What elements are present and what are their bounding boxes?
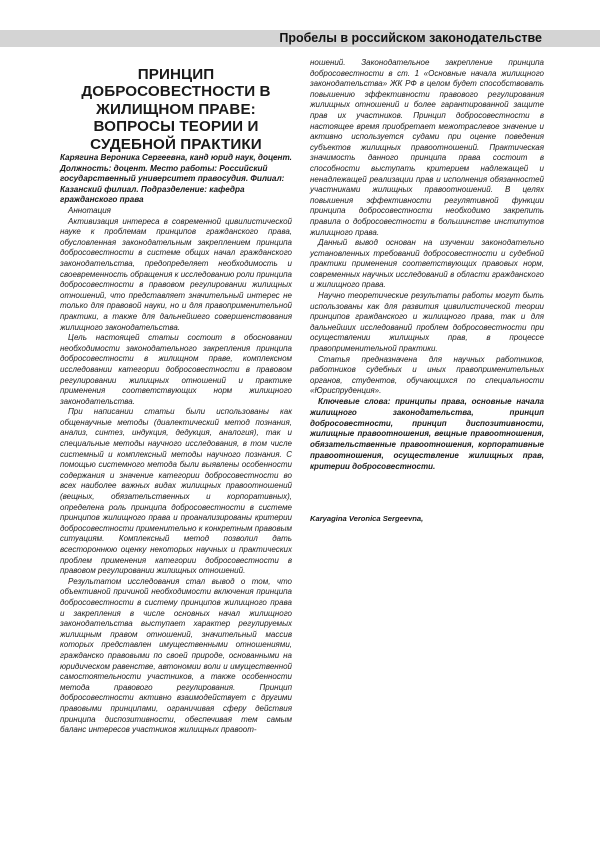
- right-column-body: [310, 58, 544, 473]
- paragraph: Статья предназначена для научных работников, работников судебных и иных правоприменительных органов, студентов, обучающихся по специальности «Юриспруденция».: [310, 354, 544, 396]
- paragraph: Данный вывод основан на изучении законодательно установленных требований добросовестности и судебной практики применения соответствующих правовых норм, современных научных исследований в области гражданского и жилищного права.: [310, 238, 544, 290]
- keywords: Ключевые слова: принципы права, основные начала жилищного законодательства, принцип добросовестности, принцип диспозитивности, жилищные правоотношения, вещные правоотношения, обязательственные правоотношения, корпоративные правоотношения, осуществление жилищных прав, критерии добросовестности.: [310, 397, 544, 471]
- author-info: Карягина Вероника Сергеевна, канд юрид наук, доцент. Должность: доцент. Место работы: Российский государственный университет правосудия. Филиал: Казанский филиал. Подразделение: кафедра гражданского права: [60, 153, 292, 205]
- article-title: ПРИНЦИП ДОБРОСОВЕСТНОСТИ В ЖИЛИЩНОМ ПРАВЕ: ВОПРОСЫ ТЕОРИИ И СУДЕБНОЙ ПРАКТИКИ: [81, 66, 271, 153]
- paragraph: Активизация интереса в современной цивилистической науке к проблемам принципов гражданского права, обусловленная законодательным закреплением принципа добросовестности в системе общих начал гражданского законодательства, предопределяет необходимость и своевременность обращения к исследованию роли принципа добросовестности в правовом регулировании жилищных отношений, что представляет значительный интерес не только для правовой науки, но и для правоприменительной практики, а также для дальнейшего совершенствования жилищного законодательства.: [60, 216, 292, 332]
- paragraph: ношений. Законодательное закрепление принципа добросовестности в ст. 1 «Основные начала жилищного законодательства» ЖК РФ в целом будет способствовать повышению эффективности правового регулирования жилищных отношений и более гарантированной защите прав их участников. Принцип добросовестности в настоящее время приобретает межотраслевое значение и активно используется судами при оценке поведения субъектов жилищных правоотношений. Практическая значимость данного принципа права состоит в способности выступать критерием надлежащей и ненадлежащей реализации прав и исполнения обязанностей участниками жилищных правоотношений. В целях повышения эффективности регулятивной функции принципа добросовестности необходимо закрепить правила о добросовестности в большинстве институтов жилищного права.: [310, 58, 544, 237]
- paragraph: Результатом исследования стал вывод о том, что объективной причиной необходимости включения принципа добросовестности в систему принципов жилищного права и закрепления в числе основных начал жилищного законодательства выступает характер регулируемых жилищным правом отношений, значительный массив которых представлен имущественными отношениями, гражданско правовыми по своей природе, основанными на юридическом равенстве, автономии воли и имущественной самостоятельности участников, а также особенности метода правового регулирования. Принцип добросовестности активно взаимодействует с другими правовыми принципами, ограничивая сферу действия принципа диспозитивности, обеспечивая тем самым баланс интересов участников жилищных правоот-: [60, 576, 292, 735]
- author-name-english: Karyagina Veronica Sergeevna,: [310, 514, 424, 523]
- left-column-body: [60, 206, 292, 736]
- section-title: Пробелы в российском законодательстве: [279, 31, 542, 45]
- annotation-label: Аннотация: [68, 206, 111, 215]
- paragraph: Научно теоретические результаты работы могут быть использованы как для развития цивилистической теории принципов гражданского и жилищного права, так и для дальнейших исследований проблем добросовестности при осуществлении жилищных прав, в процессе правоприменительной практики.: [310, 291, 544, 354]
- paragraph: При написании статьи были использованы как общенаучные методы (диалектический метод познания, анализ, синтез, индукция, дедукция, аналогия), так и специальные методы научного исследования, в том числе системный и комплексный методы научного познания. С помощью системного метода были выявлены особенности содержания и значение категории добросовестности во всех наиболее важных видах жилищных правоотношений (вещных, обязательственных и корпоративных), определена роль принципа добросовестности в системе принципов жилищного права и проанализированы критерии добросовестности применительно к конкретным правовым ситуациям. Комплексный метод позволил дать всестороннюю оценку некоторых научных и практических проблем применения категории добросовестности в правовом регулировании жилищных отношений.: [60, 407, 292, 576]
- paragraph: Цель настоящей статьи состоит в обосновании необходимости законодательного закрепления принципа добросовестности в жилищном праве, комплексном исследовании категории добросовестности в правовом регулировании жилищных отношений и практике применения соответствующих норм жилищного законодательства.: [60, 333, 292, 406]
